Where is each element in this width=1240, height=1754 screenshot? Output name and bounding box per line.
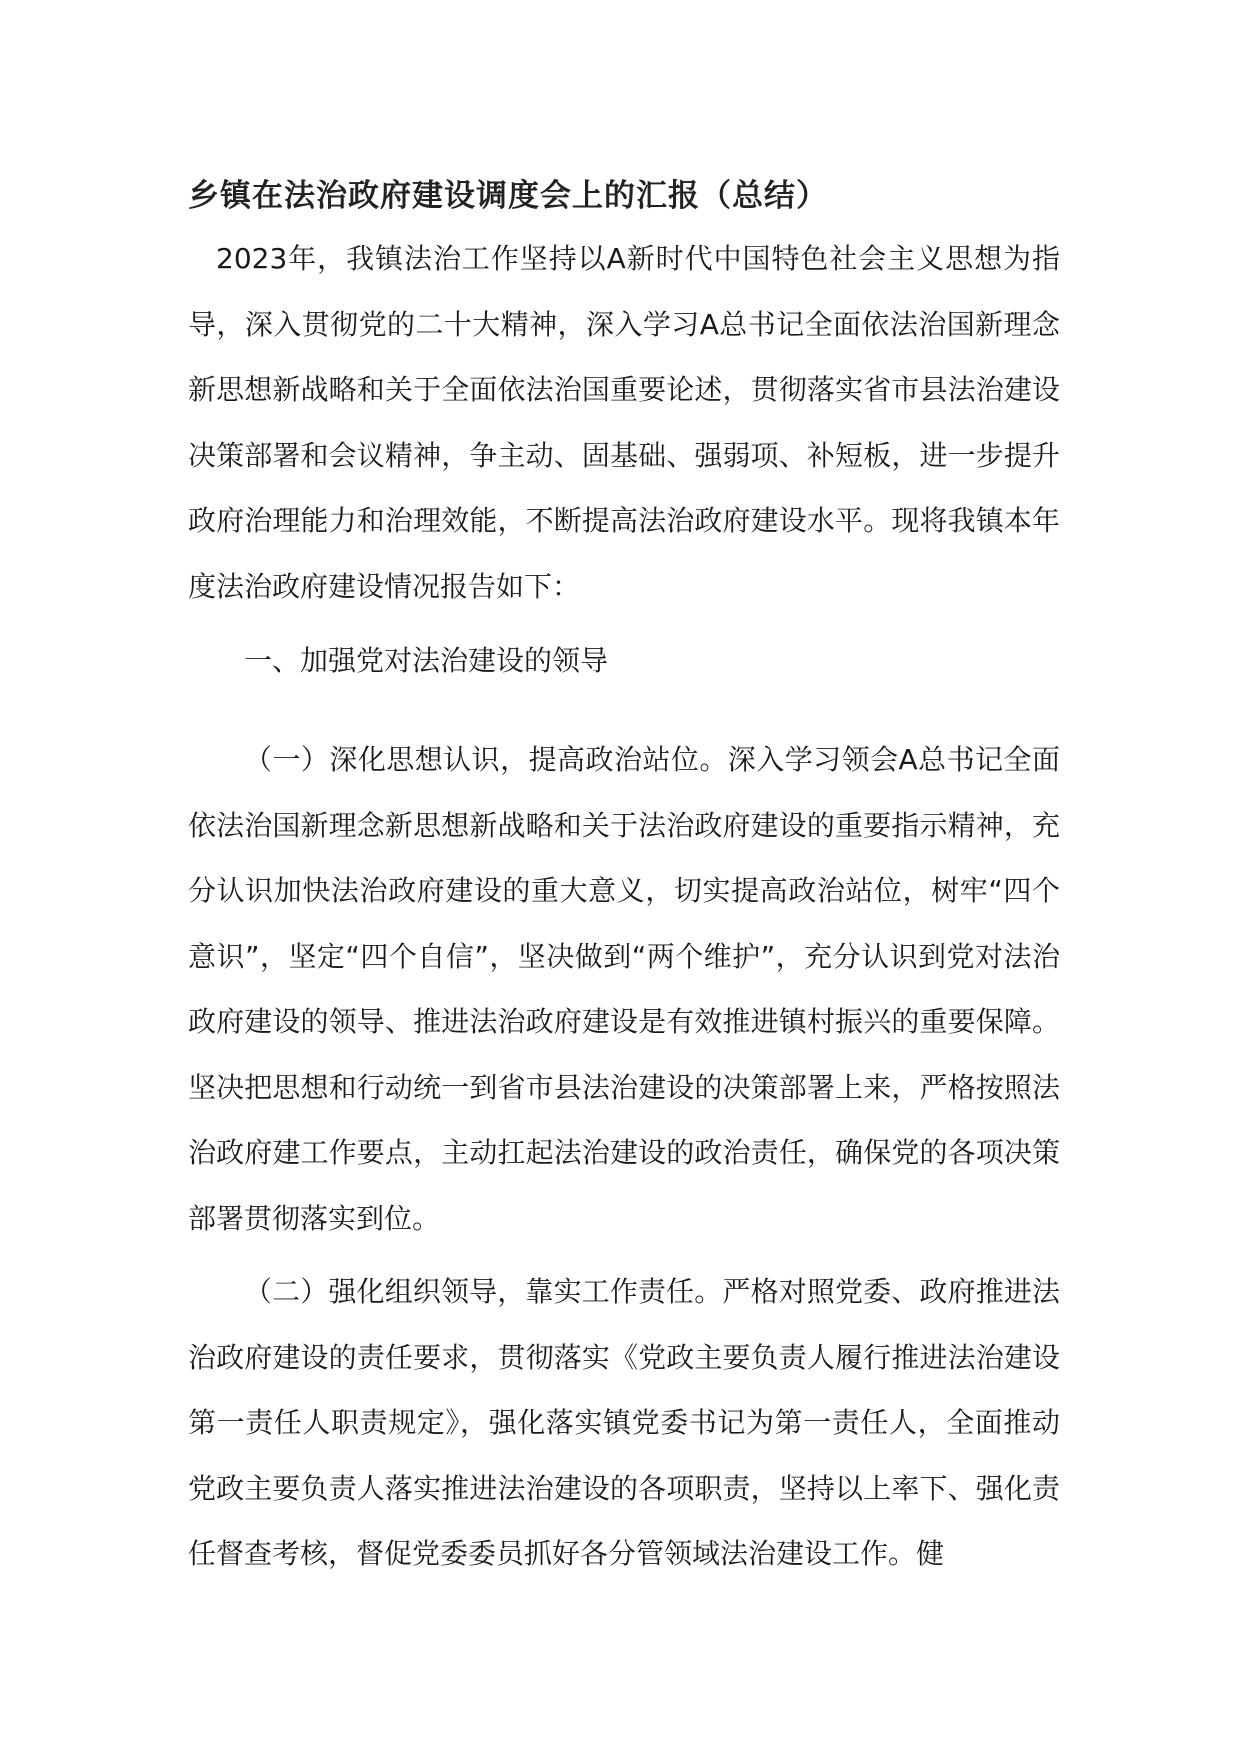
- body-paragraph: （二）强化组织领导，靠实工作责任。严格对照党委、政府推进法治政府建设的责任要求，贯彻落实《党政主要负责人履行推进法治建设第一责任人职责规定》，强化落实镇党委书记为第一责任人，全面推动党政主要负责人落实推进法治建设的各项职责，坚持以上率下、强化责任督查考核，督促党委委员抓好各分管领域法治建设工作。健: [188, 1275, 1060, 1570]
- body-paragraph: （一）深化思想认识，提高政治站位。深入学习领会A总书记全面依法治国新理念新思想新战略和关于法治政府建设的重要指示精神，充分认识加快法治政府建设的重大意义，切实提高政治站位，树牢“四个意识”，坚定“四个自信”，坚决做到“两个维护”，充分认识到党对法治政府建设的领导、推进法治政府建设是有效推进镇村振兴的重要保障。坚决把思想和行动统一到省市县法治建设的决策部署上来，严格按照法治政府建工作要点，主动扛起法治建设的政治责任，确保党的各项决策部署贯彻落实到位。: [188, 743, 1060, 1235]
- document-title: 乡镇在法治政府建设调度会上的汇报（总结）: [188, 178, 828, 214]
- intro-paragraph: 2023年，我镇法治工作坚持以A新时代中国特色社会主义思想为指导，深入贯彻党的二十大精神，深入学习A总书记全面依法治国新理念新思想新战略和关于全面依法治国重要论述，贯彻落实省市县法治建设决策部署和会议精神，争主动、固基础、强弱项、补短板，进一步提升政府治理能力和治理效能，不断提高法治政府建设水平。现将我镇本年度法治政府建设情况报告如下：: [188, 242, 1060, 603]
- section-heading: 一、加强党对法治建设的领导: [244, 644, 609, 677]
